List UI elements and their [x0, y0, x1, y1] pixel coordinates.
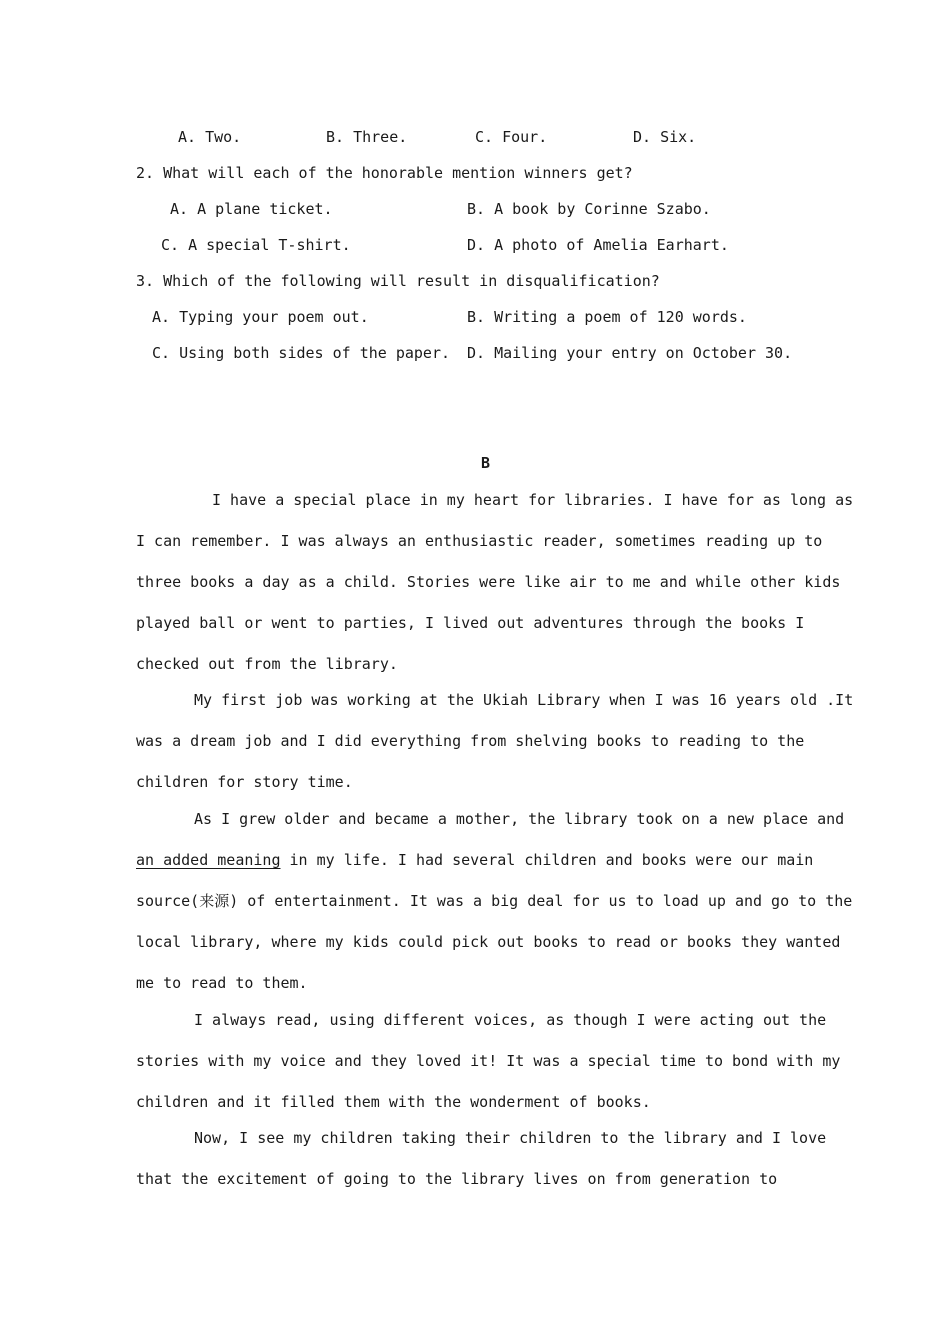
paragraph-3-line: As I grew older and became a mother, the library took on a new place and — [194, 810, 845, 828]
paragraph-3-line: source(来源) of entertainment. It was a big deal for us to load up and go to the — [136, 892, 853, 910]
q3-option-c: C. Using both sides of the paper. — [152, 344, 451, 362]
paragraph-5-line: Now, I see my children taking their children to the library and I love — [194, 1129, 827, 1147]
paragraph-1-line: I can remember. I was always an enthusiastic reader, sometimes reading up to — [136, 532, 823, 550]
q1-option-b: B. Three. — [326, 128, 408, 146]
q1-option-c: C. Four. — [475, 128, 548, 146]
section-heading: B — [481, 454, 491, 472]
paragraph-3-line — [136, 850, 813, 870]
underlined-phrase: an added meaning — [136, 851, 281, 869]
paragraph-1-line: three books a day as a child. Stories were like air to me and while other kids — [136, 573, 841, 591]
q1-option-d: D. Six. — [633, 128, 697, 146]
paragraph-5-line: that the excitement of going to the library lives on from generation to — [136, 1170, 778, 1188]
paragraph-4-line: I always read, using different voices, as though I were acting out the — [194, 1011, 827, 1029]
q3-question: 3. Which of the following will result in disqualification? — [136, 272, 660, 290]
q3-option-d: D. Mailing your entry on October 30. — [467, 344, 793, 362]
paragraph-3-line-rest: in my life. I had several children and books were our main — [280, 851, 814, 869]
q2-question: 2. What will each of the honorable mention winners get? — [136, 164, 633, 182]
q1-option-a: A. Two. — [178, 128, 242, 146]
q2-option-d: D. A photo of Amelia Earhart. — [467, 236, 729, 254]
paragraph-3-line: me to read to them. — [136, 974, 308, 992]
q2-option-a: A. A plane ticket. — [170, 200, 333, 218]
paragraph-2-line: My first job was working at the Ukiah Library when I was 16 years old .It — [194, 691, 854, 709]
q2-option-c: C. A special T-shirt. — [161, 236, 351, 254]
q3-option-a: A. Typing your poem out. — [152, 308, 369, 326]
paragraph-4-line: children and it filled them with the wonderment of books. — [136, 1093, 651, 1111]
q3-option-b: B. Writing a poem of 120 words. — [467, 308, 747, 326]
paragraph-3-line: local library, where my kids could pick out books to read or books they wanted — [136, 933, 841, 951]
paragraph-1-line: played ball or went to parties, I lived out adventures through the books I — [136, 614, 805, 632]
paragraph-2-line: was a dream job and I did everything from shelving books to reading to the — [136, 732, 805, 750]
paragraph-1-line: checked out from the library. — [136, 655, 398, 673]
paragraph-2-line: children for story time. — [136, 773, 353, 791]
paragraph-1-line: I have a special place in my heart for libraries. I have for as long as — [212, 491, 854, 509]
q2-option-b: B. A book by Corinne Szabo. — [467, 200, 711, 218]
paragraph-4-line: stories with my voice and they loved it! It was a special time to bond with my — [136, 1052, 841, 1070]
